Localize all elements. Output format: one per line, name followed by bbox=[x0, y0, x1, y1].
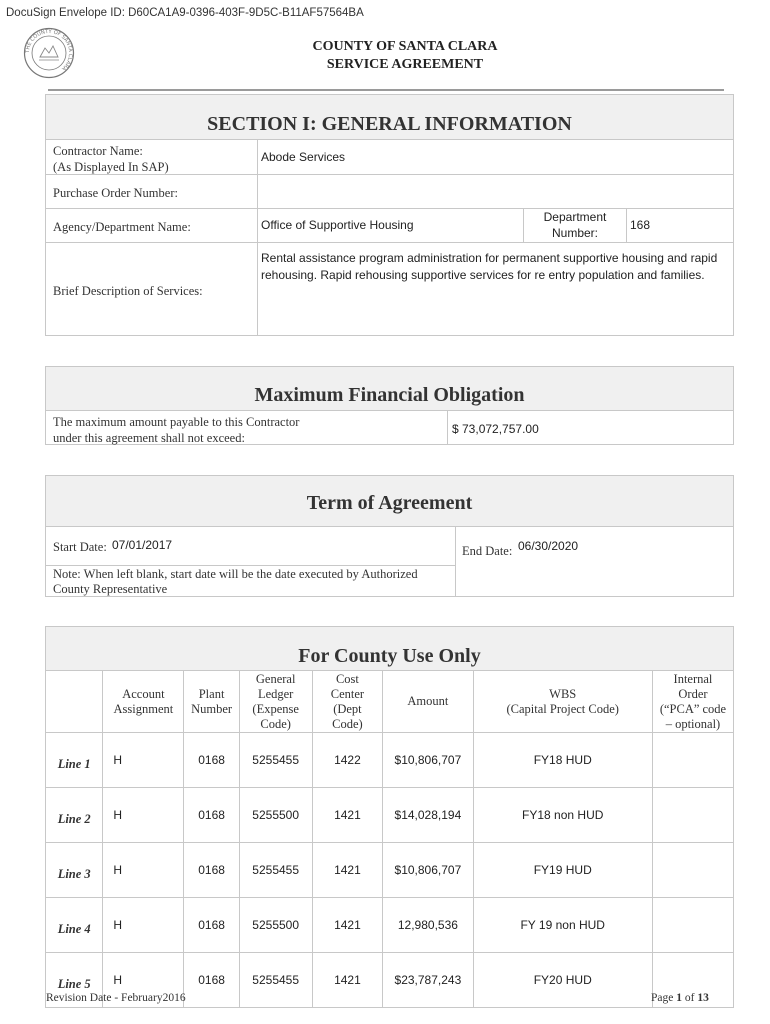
contractor-name-sublabel: (As Displayed In SAP) bbox=[53, 160, 169, 174]
table-row bbox=[46, 788, 734, 843]
amount-cell[interactable]: $23,787,243 bbox=[383, 953, 473, 1008]
financial-title: Maximum Financial Obligation bbox=[46, 367, 733, 411]
cost-center-cell[interactable]: 1421 bbox=[312, 843, 383, 898]
internal-order-cell[interactable] bbox=[652, 898, 733, 953]
wbs-cell[interactable]: FY20 HUD bbox=[473, 953, 652, 1008]
internal-order-header: Internal Order (“PCA” code – optional) bbox=[652, 671, 733, 733]
term-title: Term of Agreement bbox=[46, 476, 733, 527]
amount-cell[interactable]: $10,806,707 bbox=[383, 733, 473, 788]
internal-order-cell[interactable] bbox=[652, 788, 733, 843]
department-number-label: Department bbox=[543, 210, 607, 224]
cost-center-cell[interactable]: 1421 bbox=[312, 953, 383, 1008]
max-amount-sublabel: under this agreement shall not exceed: bbox=[53, 431, 245, 445]
general-ledger-cell[interactable]: 5255455 bbox=[239, 953, 312, 1008]
header-agreement-title: SERVICE AGREEMENT bbox=[326, 57, 484, 72]
plant-number-cell[interactable]: 0168 bbox=[184, 843, 239, 898]
account-assignment-header: Account Assignment bbox=[103, 671, 184, 733]
line-label: Line 4 bbox=[46, 898, 103, 953]
term-note-line-1: Note: When left blank, start date will be the date executed by Authorized bbox=[53, 567, 418, 581]
plant-number-cell[interactable]: 0168 bbox=[184, 733, 239, 788]
wbs-cell[interactable]: FY18 HUD bbox=[473, 733, 652, 788]
plant-number-cell[interactable]: 0168 bbox=[184, 953, 239, 1008]
wbs-header: WBS (Capital Project Code) bbox=[473, 671, 652, 733]
wbs-cell[interactable]: FY18 non HUD bbox=[473, 788, 652, 843]
department-number-sublabel: Number: bbox=[551, 226, 598, 240]
line-label: Line 5 bbox=[46, 953, 103, 1008]
general-ledger-cell[interactable]: 5255455 bbox=[239, 843, 312, 898]
table-row bbox=[46, 733, 734, 788]
amount-cell[interactable]: $14,028,194 bbox=[383, 788, 473, 843]
cost-center-cell[interactable]: 1421 bbox=[312, 898, 383, 953]
table-row bbox=[46, 898, 734, 953]
plant-number-cell[interactable]: 0168 bbox=[184, 788, 239, 843]
internal-order-cell[interactable] bbox=[652, 843, 733, 898]
cost-center-cell[interactable]: 1421 bbox=[312, 788, 383, 843]
general-ledger-cell[interactable]: 5255500 bbox=[239, 898, 312, 953]
start-date-label: Start Date: bbox=[53, 540, 107, 554]
purchase-order-label: Purchase Order Number: bbox=[53, 186, 178, 200]
amount-cell[interactable]: 12,980,536 bbox=[383, 898, 473, 953]
general-ledger-cell[interactable]: 5255455 bbox=[239, 733, 312, 788]
table-row bbox=[46, 843, 734, 898]
service-description-label: Brief Description of Services: bbox=[53, 284, 203, 298]
envelope-id: DocuSign Envelope ID: D60CA1A9-0396-403F-9D5C-B11AF57564BA bbox=[6, 7, 364, 19]
account-assignment-cell[interactable]: H bbox=[103, 733, 184, 788]
max-amount-label: The maximum amount payable to this Contractor bbox=[53, 415, 300, 429]
account-assignment-cell[interactable]: H bbox=[103, 898, 184, 953]
header-county-name: COUNTY OF SANTA CLARA bbox=[312, 39, 498, 54]
contractor-name-label: Contractor Name: bbox=[53, 144, 143, 158]
line-label: Line 1 bbox=[46, 733, 103, 788]
header-divider bbox=[48, 89, 724, 91]
general-ledger-header: General Ledger (Expense Code) bbox=[239, 671, 312, 733]
section-term-of-agreement bbox=[45, 475, 734, 597]
contractor-name-value[interactable]: Abode Services bbox=[261, 150, 346, 164]
account-assignment-cell[interactable]: H bbox=[103, 843, 184, 898]
agency-name-value[interactable]: Office of Supportive Housing bbox=[261, 218, 414, 232]
agency-name-label: Agency/Department Name: bbox=[53, 220, 191, 234]
line-column-header bbox=[46, 671, 103, 733]
line-label: Line 2 bbox=[46, 788, 103, 843]
cost-center-cell[interactable]: 1422 bbox=[312, 733, 383, 788]
cost-center-header: Cost Center (Dept Code) bbox=[312, 671, 383, 733]
max-amount-value[interactable]: $ 73,072,757.00 bbox=[452, 422, 539, 436]
table-header-row bbox=[46, 671, 734, 733]
department-number-value[interactable]: 168 bbox=[630, 218, 651, 232]
service-description-line-2[interactable]: rehousing. Rapid rehousing supportive services for re entry population and families. bbox=[261, 268, 705, 282]
county-use-title: For County Use Only bbox=[45, 626, 734, 671]
end-date-label: End Date: bbox=[462, 544, 513, 558]
plant-number-cell[interactable]: 0168 bbox=[184, 898, 239, 953]
line-label: Line 3 bbox=[46, 843, 103, 898]
term-note-line-2: County Representative bbox=[53, 582, 168, 596]
county-seal-logo bbox=[23, 27, 75, 79]
wbs-cell[interactable]: FY19 HUD bbox=[473, 843, 652, 898]
wbs-cell[interactable]: FY 19 non HUD bbox=[473, 898, 652, 953]
amount-cell[interactable]: $10,806,707 bbox=[383, 843, 473, 898]
section-1-title: SECTION I: GENERAL INFORMATION bbox=[46, 95, 733, 140]
section-financial-obligation bbox=[45, 366, 734, 445]
page-number: Page 1 of 13 bbox=[651, 992, 709, 1004]
revision-date: Revision Date - February2016 bbox=[46, 992, 186, 1004]
internal-order-cell[interactable] bbox=[652, 733, 733, 788]
general-ledger-cell[interactable]: 5255500 bbox=[239, 788, 312, 843]
end-date-value[interactable]: 06/30/2020 bbox=[518, 539, 579, 553]
service-description-line-1[interactable]: Rental assistance program administration for permanent supportive housing and rapid bbox=[261, 251, 718, 265]
county-use-table bbox=[45, 670, 734, 1008]
svg-text:THE COUNTY OF SANTA CLARA: THE COUNTY OF SANTA CLARA bbox=[24, 28, 74, 72]
section-general-information bbox=[45, 94, 734, 336]
account-assignment-cell[interactable]: H bbox=[103, 788, 184, 843]
amount-header: Amount bbox=[383, 671, 473, 733]
start-date-value[interactable]: 07/01/2017 bbox=[112, 538, 173, 552]
plant-number-header: Plant Number bbox=[184, 671, 239, 733]
account-assignment-cell[interactable]: H bbox=[103, 953, 184, 1008]
